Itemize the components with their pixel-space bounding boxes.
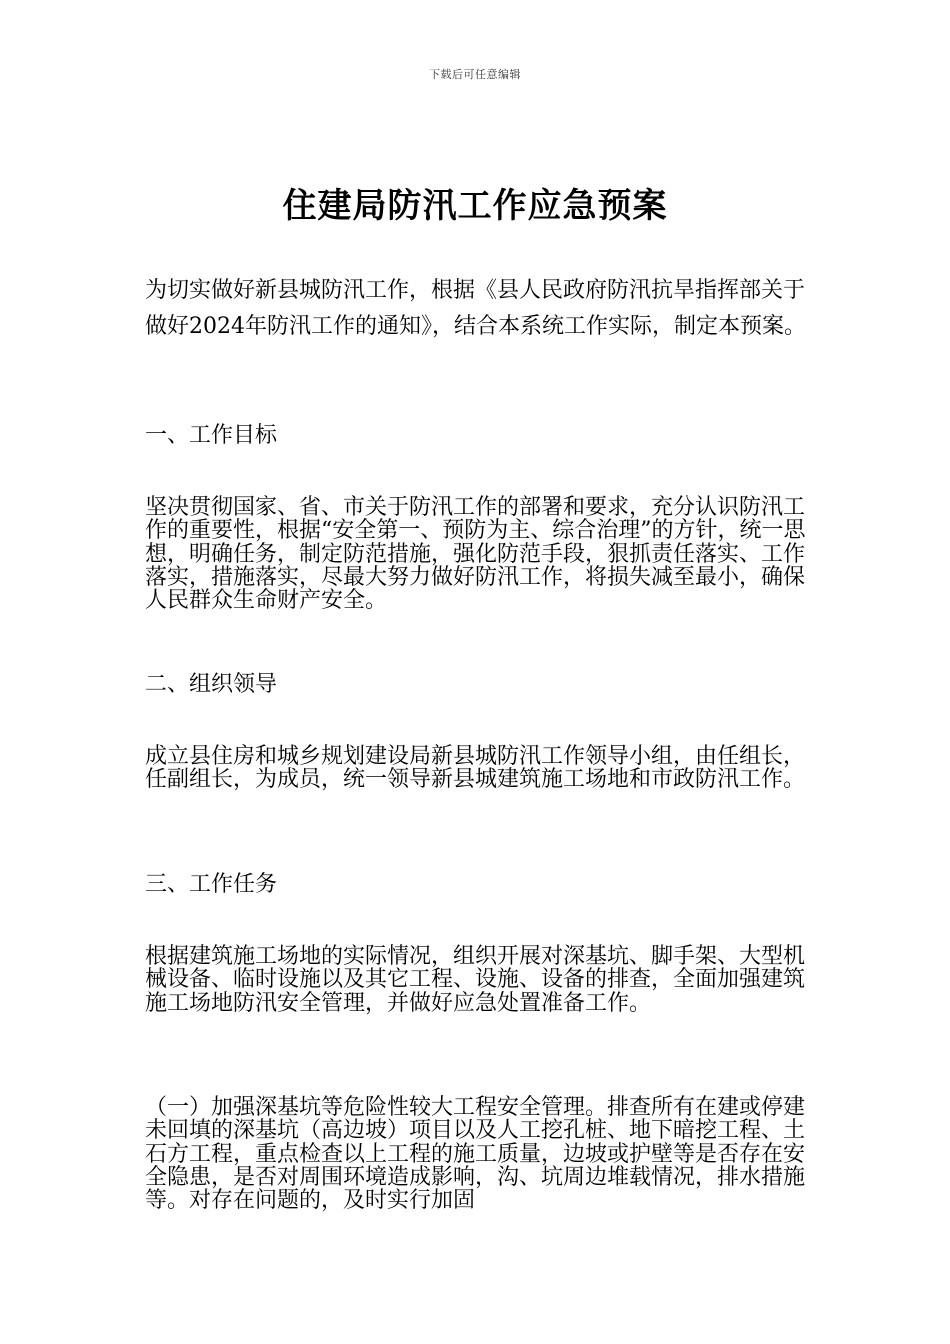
document-title: 住建局防汛工作应急预案 (282, 186, 668, 226)
task-item-one: （一）加强深基坑等危险性较大工程安全管理。排查所有在建或停建未回填的深基坑（高边坡）项目以及人工挖孔桩、地下暗挖工程、土石方工程，重点检查以上工程的施工质量，边坡或护壁等是否存在安全隐患，是否对周围环境造成影响，沟、坑周边堆载情况，排水措施等。对存在问题的，及时实行加固 (145, 1095, 806, 1214)
section-heading-tasks: 三、工作任务 (145, 872, 278, 897)
intro-paragraph: 为切实做好新县城防汛工作，根据《县人民政府防汛抗旱指挥部关于做好2024年防汛工作的通知》，结合本系统工作实际，制定本预案。 (145, 278, 806, 339)
header-note: 下载后可任意编辑 (429, 68, 521, 81)
section-paragraph-leadership: 成立县住房和城乡规划建设局新县城防汛工作领导小组，由任组长，任副组长，为成员，统一领导新县城建筑施工场地和市政防汛工作。 (145, 744, 806, 793)
section-heading-leadership: 二、组织领导 (145, 672, 278, 697)
section-heading-goals: 一、工作目标 (145, 423, 278, 448)
section-paragraph-goals: 坚决贯彻国家、省、市关于防汛工作的部署和要求，充分认识防汛工作的重要性，根据“安全第一、预防为主、综合治理”的方针，统一思想，明确任务，制定防范措施，强化防范手段，狠抓责任落实、工作落实，措施落实，尽最大努力做好防汛工作，将损失减至最小，确保人民群众生命财产安全。 (145, 495, 806, 614)
section-paragraph-tasks: 根据建筑施工场地的实际情况，组织开展对深基坑、脚手架、大型机械设备、临时设施以及其它工程、设施、设备的排查，全面加强建筑施工场地防汛安全管理，并做好应急处置准备工作。 (145, 944, 806, 1016)
